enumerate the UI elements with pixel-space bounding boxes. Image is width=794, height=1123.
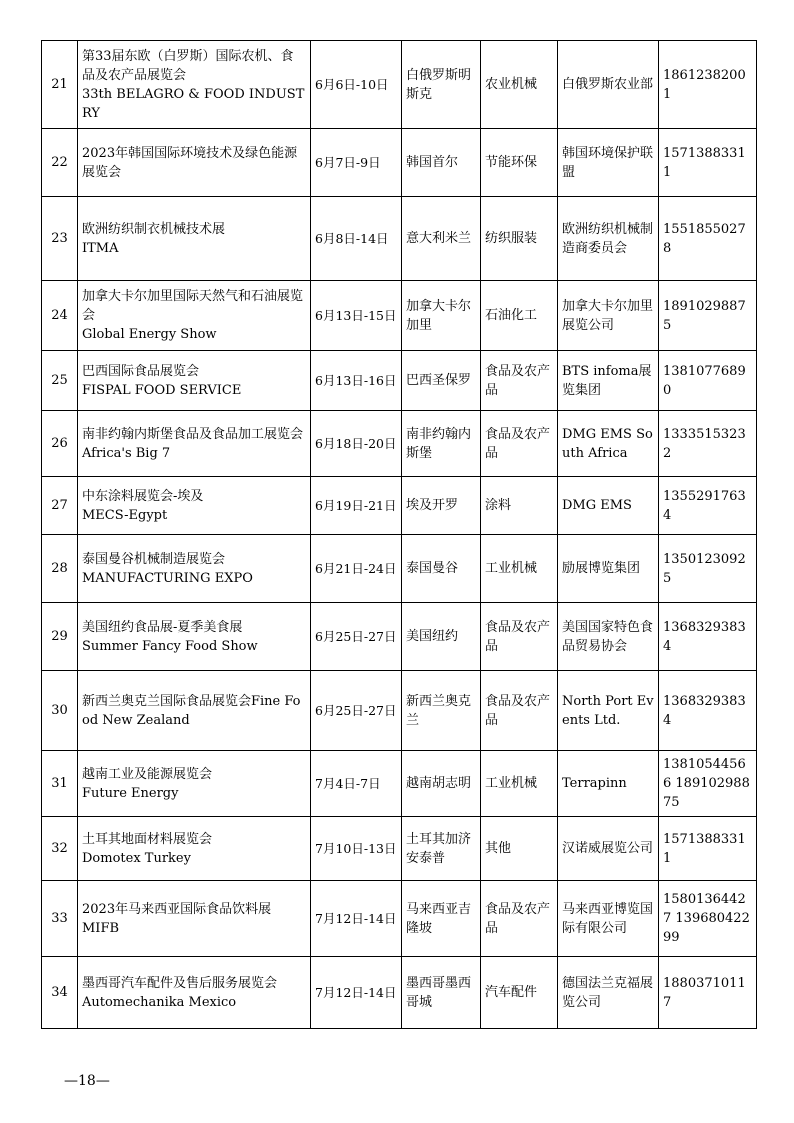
industry-cell: 石油化工 xyxy=(481,281,558,351)
organizer-cell: 加拿大卡尔加里展览公司 xyxy=(558,281,659,351)
phone-cell: 15801364427 13968042299 xyxy=(659,881,757,957)
phone-cell: 15713883311 xyxy=(659,129,757,197)
phone-cell: 15518550278 xyxy=(659,197,757,281)
date-cell: 7月4日-7日 xyxy=(311,751,402,817)
table-row xyxy=(42,671,757,751)
row-number-cell: 25 xyxy=(42,351,78,411)
location-cell: 新西兰奥克兰 xyxy=(402,671,481,751)
location-cell: 泰国曼谷 xyxy=(402,535,481,603)
industry-cell: 食品及农产品 xyxy=(481,603,558,671)
exhibition-name-en: ITMA xyxy=(82,240,119,256)
organizer-cell: North Port Events Ltd. xyxy=(558,671,659,751)
industry-cell: 食品及农产品 xyxy=(481,411,558,477)
row-number-cell: 28 xyxy=(42,535,78,603)
location-cell: 南非约翰内斯堡 xyxy=(402,411,481,477)
row-number-cell: 22 xyxy=(42,129,78,197)
exhibition-name-cell xyxy=(78,751,311,817)
phone-cell: 13810776890 xyxy=(659,351,757,411)
exhibition-name-cn: 南非约翰内斯堡食品及食品加工展览会 xyxy=(82,426,304,442)
date-cell: 6月19日-21日 xyxy=(311,477,402,535)
exhibition-name-cell xyxy=(78,411,311,477)
exhibition-name-en: MECS-Egypt xyxy=(82,507,168,523)
organizer-cell: 欧洲纺织机械制造商委员会 xyxy=(558,197,659,281)
organizer-cell: 韩国环境保护联盟 xyxy=(558,129,659,197)
exhibition-name-cn: 墨西哥汽车配件及售后服务展览会 xyxy=(82,975,278,991)
table-row xyxy=(42,957,757,1029)
industry-cell: 食品及农产品 xyxy=(481,881,558,957)
exhibition-name-en: Future Energy xyxy=(82,785,179,801)
date-cell: 7月10日-13日 xyxy=(311,817,402,881)
organizer-cell: 德国法兰克福展览公司 xyxy=(558,957,659,1029)
exhibition-name-en: Africa's Big 7 xyxy=(82,445,171,461)
exhibition-name-en: Global Energy Show xyxy=(82,327,217,342)
location-cell: 土耳其加济安泰普 xyxy=(402,817,481,881)
date-cell: 6月13日-15日 xyxy=(311,281,402,351)
exhibition-name-cn: 欧洲纺织制衣机械技术展 xyxy=(82,221,226,237)
location-cell: 白俄罗斯明斯克 xyxy=(402,41,481,129)
exhibition-name-en: Automechanika Mexico xyxy=(82,994,237,1010)
table-row xyxy=(42,603,757,671)
phone-cell: 18803710117 xyxy=(659,957,757,1029)
phone-cell: 18910298875 xyxy=(659,281,757,351)
location-cell: 意大利米兰 xyxy=(402,197,481,281)
row-number-cell: 21 xyxy=(42,41,78,129)
phone-cell: 13683293834 xyxy=(659,671,757,751)
industry-cell: 工业机械 xyxy=(481,535,558,603)
exhibition-name-cell xyxy=(78,603,311,671)
row-number-cell: 32 xyxy=(42,817,78,881)
location-cell: 越南胡志明 xyxy=(402,751,481,817)
exhibition-name-cn: 泰国曼谷机械制造展览会 xyxy=(82,551,226,567)
row-number-cell: 34 xyxy=(42,957,78,1029)
table-row xyxy=(42,411,757,477)
phone-cell: 15713883311 xyxy=(659,817,757,881)
industry-cell: 纺织服装 xyxy=(481,197,558,281)
organizer-cell: 美国国家特色食品贸易协会 xyxy=(558,603,659,671)
table-row xyxy=(42,129,757,197)
exhibition-name-cn: 2023年马来西亚国际食品饮料展 xyxy=(82,901,272,917)
exhibition-name-cell xyxy=(78,881,311,957)
date-cell: 6月7日-9日 xyxy=(311,129,402,197)
exhibition-name-cn: 巴西国际食品展览会 xyxy=(82,363,200,379)
exhibition-name-cell xyxy=(78,129,311,197)
row-number-cell: 26 xyxy=(42,411,78,477)
location-cell: 加拿大卡尔加里 xyxy=(402,281,481,351)
date-cell: 6月8日-14日 xyxy=(311,197,402,281)
exhibition-name-cell xyxy=(78,817,311,881)
exhibition-name-en: Summer Fancy Food Show xyxy=(82,638,258,654)
phone-cell: 13552917634 xyxy=(659,477,757,535)
exhibition-name-en: MANUFACTURING EXPO xyxy=(82,570,253,586)
table-row xyxy=(42,197,757,281)
date-cell: 7月12日-14日 xyxy=(311,881,402,957)
industry-cell: 食品及农产品 xyxy=(481,351,558,411)
organizer-cell: Terrapinn xyxy=(558,751,659,817)
row-number-cell: 24 xyxy=(42,281,78,351)
exhibition-name-cell xyxy=(78,535,311,603)
organizer-cell: DMG EMS xyxy=(558,477,659,535)
organizer-cell: 汉诺威展览公司 xyxy=(558,817,659,881)
exhibition-name-cn: 美国纽约食品展-夏季美食展 xyxy=(82,619,243,635)
exhibition-name-cn: 加拿大卡尔加里国际天然气和石油展览会 xyxy=(82,289,304,323)
date-cell: 6月13日-16日 xyxy=(311,351,402,411)
date-cell: 7月12日-14日 xyxy=(311,957,402,1029)
phone-cell: 13683293834 xyxy=(659,603,757,671)
phone-cell: 13335153232 xyxy=(659,411,757,477)
location-cell: 墨西哥墨西哥城 xyxy=(402,957,481,1029)
exhibition-name-cn: 新西兰奥克兰国际食品展览会Fine Food New Zealand xyxy=(82,693,301,728)
phone-cell: 13810544566 18910298875 xyxy=(659,751,757,817)
phone-cell: 13501230925 xyxy=(659,535,757,603)
exhibition-name-cell xyxy=(78,281,311,351)
table-row xyxy=(42,817,757,881)
row-number-cell: 31 xyxy=(42,751,78,817)
exhibition-name-cell xyxy=(78,41,311,129)
table-row xyxy=(42,881,757,957)
exhibition-name-cn: 越南工业及能源展览会 xyxy=(82,766,213,782)
table-row xyxy=(42,477,757,535)
table-row xyxy=(42,41,757,129)
organizer-cell: 白俄罗斯农业部 xyxy=(558,41,659,129)
exhibition-name-en: MIFB xyxy=(82,920,120,936)
table-row xyxy=(42,751,757,817)
phone-cell: 18612382001 xyxy=(659,41,757,129)
row-number-cell: 33 xyxy=(42,881,78,957)
location-cell: 埃及开罗 xyxy=(402,477,481,535)
location-cell: 韩国首尔 xyxy=(402,129,481,197)
table-row xyxy=(42,281,757,351)
location-cell: 美国纽约 xyxy=(402,603,481,671)
exhibition-name-en: Domotex Turkey xyxy=(82,850,191,866)
organizer-cell: 马来西亚博览国际有限公司 xyxy=(558,881,659,957)
industry-cell: 其他 xyxy=(481,817,558,881)
industry-cell: 工业机械 xyxy=(481,751,558,817)
exhibition-name-cell xyxy=(78,197,311,281)
exhibition-name-cell xyxy=(78,351,311,411)
industry-cell: 农业机械 xyxy=(481,41,558,129)
exhibition-name-cell xyxy=(78,957,311,1029)
row-number-cell: 27 xyxy=(42,477,78,535)
industry-cell: 涂料 xyxy=(481,477,558,535)
exhibition-name-en: 33th BELAGRO & FOOD INDUSTRY xyxy=(82,86,305,121)
date-cell: 6月25日-27日 xyxy=(311,603,402,671)
exhibition-name-cell xyxy=(78,671,311,751)
exhibition-name-cn: 土耳其地面材料展览会 xyxy=(82,831,213,847)
exhibition-name-cell xyxy=(78,477,311,535)
table-row xyxy=(42,535,757,603)
exhibition-name-cn: 中东涂料展览会-埃及 xyxy=(82,488,204,504)
exhibition-name-en: FISPAL FOOD SERVICE xyxy=(82,382,242,398)
industry-cell: 食品及农产品 xyxy=(481,671,558,751)
exhibition-name-cn: 第33届东欧（白罗斯）国际农机、食品及农产品展览会 xyxy=(82,48,294,83)
organizer-cell: BTS infoma展览集团 xyxy=(558,351,659,411)
table-body xyxy=(42,41,757,1029)
location-cell: 马来西亚吉隆坡 xyxy=(402,881,481,957)
organizer-cell: 励展博览集团 xyxy=(558,535,659,603)
row-number-cell: 29 xyxy=(42,603,78,671)
date-cell: 6月25日-27日 xyxy=(311,671,402,751)
date-cell: 6月21日-24日 xyxy=(311,535,402,603)
industry-cell: 节能环保 xyxy=(481,129,558,197)
row-number-cell: 30 xyxy=(42,671,78,751)
date-cell: 6月6日-10日 xyxy=(311,41,402,129)
location-cell: 巴西圣保罗 xyxy=(402,351,481,411)
date-cell: 6月18日-20日 xyxy=(311,411,402,477)
organizer-cell: DMG EMS South Africa xyxy=(558,411,659,477)
row-number-cell: 23 xyxy=(42,197,78,281)
industry-cell: 汽车配件 xyxy=(481,957,558,1029)
exhibition-name-cn: 2023年韩国国际环境技术及绿色能源展览会 xyxy=(82,145,298,180)
table-row xyxy=(42,351,757,411)
exhibition-table xyxy=(41,40,757,1029)
page-number: —18— xyxy=(64,1073,110,1089)
